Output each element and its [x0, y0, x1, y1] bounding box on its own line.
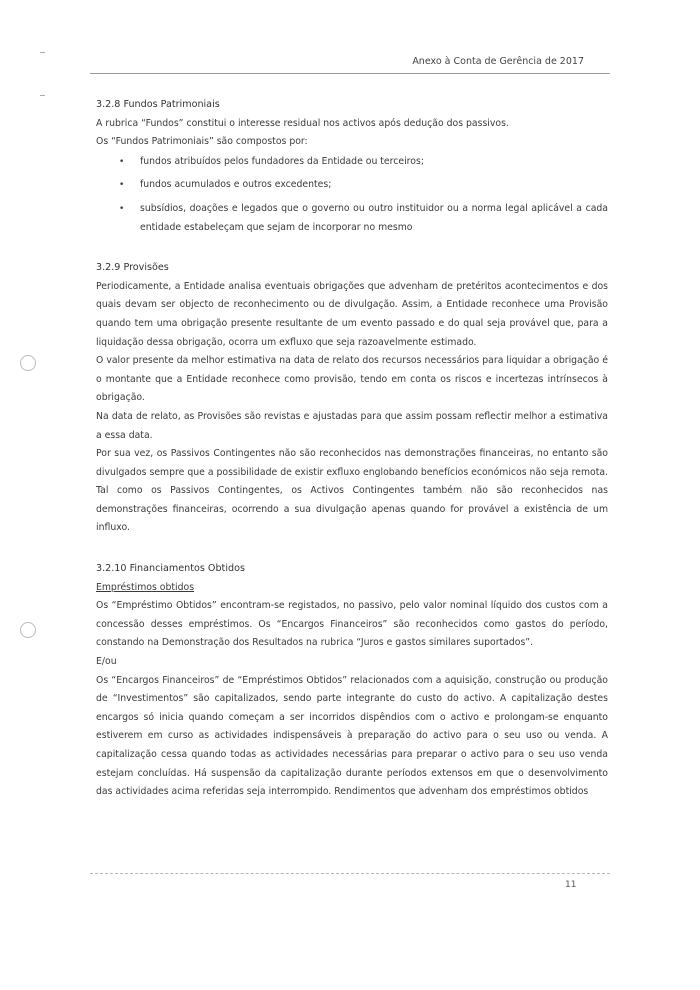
subheading: Empréstimos obtidos — [96, 581, 195, 593]
paragraph: Os “Fundos Patrimoniais” são compostos por: — [96, 136, 308, 148]
section-heading: 3.2.8 Fundos Patrimoniais — [96, 99, 220, 110]
list-item: • subsídios, doações e legados que o governo ou outro instituidor ou a norma legal aplicável a cada entidade estabeleçam que sejam de incorporar no mesmo — [96, 200, 608, 237]
section-fundos-patrimoniais — [96, 96, 608, 237]
paragraph: Os “Encargos Financeiros” de “Empréstimos Obtidos” relacionados com a aquisição, construção ou produção de “Investimentos” são capitalizados, sendo parte integrante do custo do activo. A capitalização destes encargos só inicia quando começam a ser incorridos dispêndios com o activo e prolongam-se enquanto estiverem em curso as actividades indispensáveis à preparação do activo para o seu uso ou venda. A capitalização cessa quando todas as actividades necessárias para preparar o activo para o seu uso venda estejam concluídas. Há suspensão da capitalização durante períodos extensos em que o desenvolvimento das actividades acima referidas seja interrompido. Rendimentos que advenham dos empréstimos obtidos — [96, 674, 608, 798]
paragraph: A rubrica “Fundos” constitui o interesse residual nos activos após dedução dos passivos. — [96, 117, 509, 129]
header-title: Anexo à Conta de Gerência de 2017 — [412, 56, 584, 67]
list-item: • fundos atribuídos pelos fundadores da Entidade ou terceiros; — [96, 153, 608, 172]
section-financiamentos-obtidos — [96, 560, 608, 802]
punch-hole — [20, 622, 36, 638]
paragraph: O valor presente da melhor estimativa na data de relato dos recursos necessários para liquidar a obrigação é o montante que a Entidade reconhece como provisão, tendo em conta os riscos e incertezas intrínsecos à obrigação. — [96, 355, 608, 404]
paragraph: Por sua vez, os Passivos Contingentes não são reconhecidos nas demonstrações financeiras, no entanto são divulgados sempre que a possibilidade de existir exfluxo englobando benefícios económicos não seja remota. Tal como os Passivos Contingentes, os Activos Contingentes também não são reconhecidos nas demonstrações financeiras, ocorrendo a sua divulgação apenas quando for provável a existência de um influxo. — [96, 448, 608, 534]
punch-hole — [20, 355, 36, 371]
list-item: • fundos acumulados e outros excedentes; — [96, 176, 608, 195]
scan-mark — [40, 95, 45, 96]
document-body — [96, 96, 608, 802]
paragraph: Os “Empréstimo Obtidos” encontram-se registados, no passivo, pelo valor nominal líquido dos custos com a concessão desses empréstimos. Os “Encargos Financeiros” são reconhecidos como gastos do período, constando na Demonstração dos Resultados na rubrica “Juros e gastos similares suportados”. — [96, 600, 608, 649]
section-heading: 3.2.9 Provisões — [96, 262, 169, 274]
paragraph: E/ou — [96, 656, 117, 668]
paragraph: Periodicamente, a Entidade analisa eventuais obrigações que advenham de pretéritos acontecimentos e dos quais devam ser objecto de reconhecimento ou de divulgação. Assim, a Entidade reconhece uma Provisão quando tem uma obrigação presente resultante de um evento passado e do qual seja provável que, para a liquidação dessa obrigação, ocorra um exfluxo que seja razoavelmente estimado. — [96, 280, 608, 348]
scan-mark — [40, 52, 45, 53]
bullet-list — [96, 153, 608, 237]
section-heading: 3.2.10 Financiamentos Obtidos — [96, 563, 245, 575]
section-provisoes — [96, 259, 608, 538]
header-rule — [90, 73, 610, 74]
footer-rule — [90, 873, 610, 874]
paragraph: Na data de relato, as Provisões são revistas e ajustadas para que assim possam reflectir melhor a estimativa a essa data. — [96, 410, 608, 441]
page-number: 11 — [565, 880, 577, 890]
